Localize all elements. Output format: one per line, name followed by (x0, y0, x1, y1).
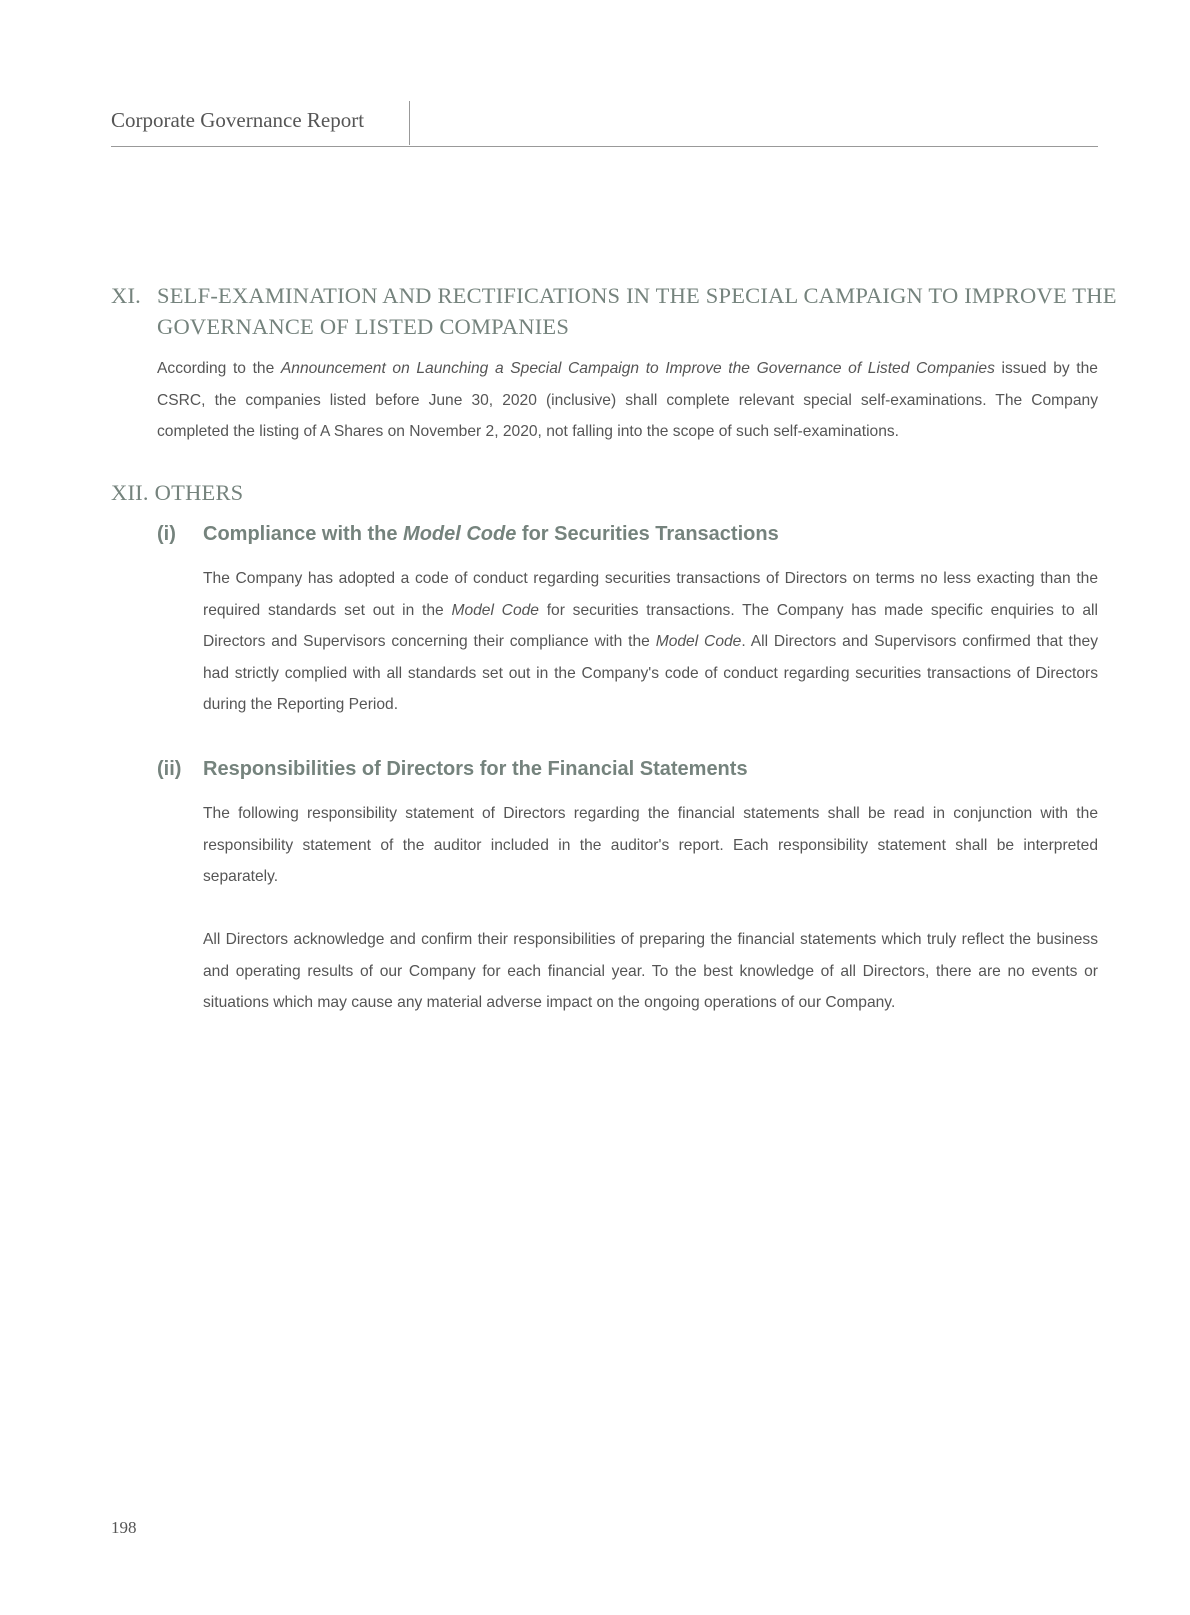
page-number: 198 (111, 1518, 137, 1537)
text: issued by the CSRC, the companies listed before June 30, 2020 (inclusive) shall complete relevant special self-examinations. The Company completed the listing of A Shares on November 2, 2020, not falling into the scope of such self-examinations. (157, 360, 1098, 440)
subsection-i-heading (157, 523, 779, 546)
section-xi-heading (111, 280, 1117, 339)
text: for Securities Transactions (516, 523, 779, 545)
text: for securities transactions. The Company has made specific enquiries to all Directors and Supervisors concerning their compliance with the (203, 601, 1098, 650)
text: The Company has adopted a code of conduct regarding securities transactions of Directors on terms no less exacting than the required standards set out in the (203, 570, 1098, 619)
section-xii-heading (111, 477, 243, 508)
text: Responsibilities of Directors for the Financial Statements (203, 758, 748, 780)
text: . All Directors and Supervisors confirmed that they had strictly complied with all standards set out in the Company's code of conduct regarding securities transactions of Directors during the Reporting Period. (203, 633, 1099, 713)
section-number: XII. (111, 480, 149, 505)
announcement-title: Announcement on Launching a Special Campaign to Improve the Governance of Listed Companies (280, 360, 995, 377)
subsection-ii-heading (157, 758, 748, 781)
running-header: Corporate Governance Report (111, 108, 365, 132)
text: Model Code (655, 633, 742, 650)
section-title: SELF-EXAMINATION AND RECTIFICATIONS IN THE SPECIAL CAMPAIGN TO IMPROVE THE GOVERNANCE OF LISTED COMPANIES (157, 283, 1117, 339)
section-number: XI. (111, 283, 141, 308)
subsection-ii-paragraph-1: The following responsibility statement of Directors regarding the financial statements shall be read in conjunction with the responsibility statement of the auditor included in the auditor's report. Each responsibility statement shall be interpreted separately. (203, 805, 1098, 885)
subsection-number: (i) (157, 523, 176, 545)
subsection-i-paragraph (203, 563, 1098, 721)
section-title: OTHERS (154, 480, 244, 505)
subsection-ii-paragraph-2: All Directors acknowledge and confirm their responsibilities of preparing the financial statements which truly reflect the business and operating results of our Company for each financial year. To the best knowledge of all Directors, there are no events or situations which may cause any material adverse impact on the ongoing operations of our Company. (203, 931, 1098, 1011)
header-divider (409, 101, 410, 145)
text: Model Code (451, 601, 539, 619)
section-xi-paragraph (157, 353, 1098, 448)
text: Model Code (403, 523, 517, 545)
subsection-number: (ii) (157, 758, 182, 780)
text: According to the (157, 360, 281, 377)
header-rule (111, 146, 1098, 147)
text: Compliance with the (203, 523, 404, 545)
